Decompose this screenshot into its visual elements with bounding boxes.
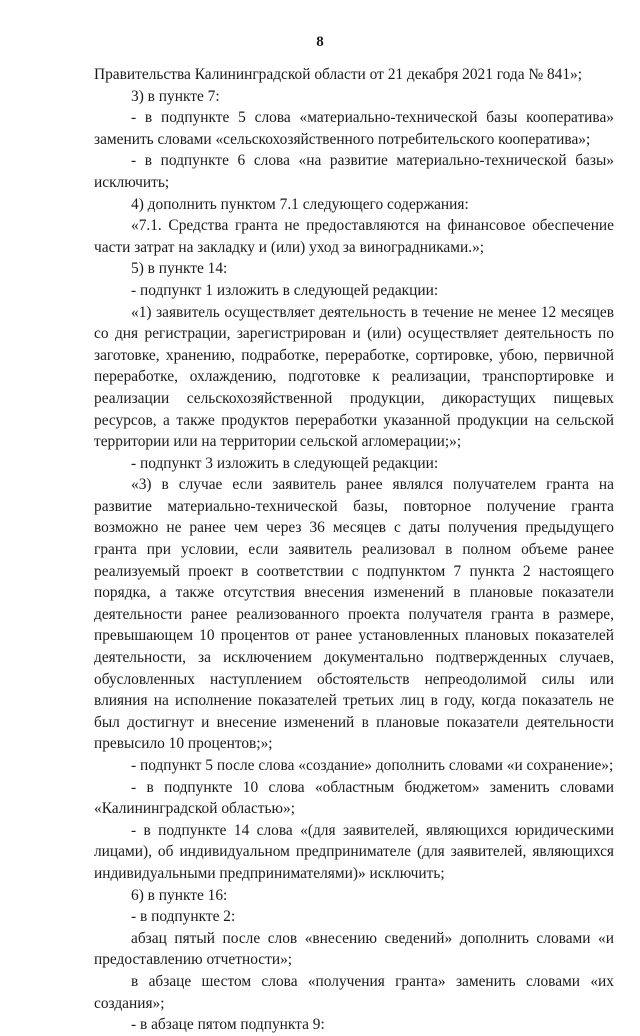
paragraph: - в подпункте 6 слова «на развитие материально-технической базы» исключить; — [94, 152, 614, 191]
paragraph: 3) в пункте 7: — [131, 87, 220, 105]
paragraph: «1) заявитель осуществляет деятельность в течение не менее 12 месяцев со дня регистрации, зарегистрирован и (или) осуществляет деятельность по заготовке, хранению, подработке, переработке, сортировке, убою, первичной переработке, охлаждению, подготовке к реализации, транспортировке и реализации сельскохозяйственной продукции, дикорастущих пищевых ресурсов, а также продуктов переработки указанной продукции на сельской территории или на территории сельской агломерации;»; — [94, 303, 614, 451]
paragraph: - в подпункте 10 слова «областным бюджетом» заменить словами «Калининградской областью»; — [94, 778, 614, 818]
paragraph: - подпункт 5 после слова «создание» дополнить словами «и сохранение»; — [131, 757, 614, 774]
paragraph: «3) в случае если заявитель ранее являлся получателем гранта на развитие материально-технической базы, повторное получение гранта возможно не ранее чем через 36 месяцев с даты получения предыдущего гранта при условии, если заявитель реализовал в полном объеме ранее реализуемый проект в соответствии с подпунктом 7 пункта 2 настоящего порядка, а также отсутствия внесения изменений в плановые показатели деятельности ранее реализованного проекта получателя гранта в размере, превышающем 10 процентов от ранее установленных плановых показателей деятельности, за исключением документально подтвержденных случаев, обусловленных наступлением обстоятельств непреодолимой силы или влияния на исполнение показателей третьих лиц в году, когда показатель не был достигнут и внесение изменений в плановые показатели деятельности превысило 10 процентов;»; — [94, 476, 614, 753]
paragraph: 6) в пункте 16: — [131, 886, 228, 904]
paragraph: абзац пятый после слов «внесению сведений» дополнить словами «и предоставлению отчетности»; — [94, 929, 614, 969]
paragraph: - в подпункте 2: — [131, 908, 236, 926]
paragraph: «7.1. Средства гранта не предоставляются на финансовое обеспечение части затрат на закладку и (или) уход за виноградниками.»; — [94, 217, 614, 256]
paragraph: 4) дополнить пунктом 7.1 следующего содержания: — [131, 195, 469, 213]
paragraph: в абзаце шестом слова «получения гранта» заменить словами «их создания»; — [94, 972, 614, 1012]
page-number: 8 — [316, 34, 324, 50]
paragraph: - подпункт 1 изложить в следующей редакции: — [131, 281, 439, 299]
document-body — [94, 64, 614, 1036]
paragraph: - подпункт 3 изложить в следующей редакции: — [131, 454, 439, 472]
paragraph: Правительства Калининградской области от 21 декабря 2021 года № 841»; — [94, 66, 583, 83]
paragraph: - в абзаце пятом подпункта 9: — [131, 1016, 325, 1034]
paragraph: 5) в пункте 14: — [131, 260, 228, 278]
paragraph: - в подпункте 5 слова «материально-технической базы кооператива» заменить словами «сельскохозяйственного потребительского кооператива»; — [94, 109, 614, 148]
paragraph: - в подпункте 14 слова «(для заявителей, являющихся юридическими лицами), об индивидуальном предпринимателе (для заявителей, являющихся индивидуальными предпринимателями)» исключить; — [94, 821, 614, 882]
